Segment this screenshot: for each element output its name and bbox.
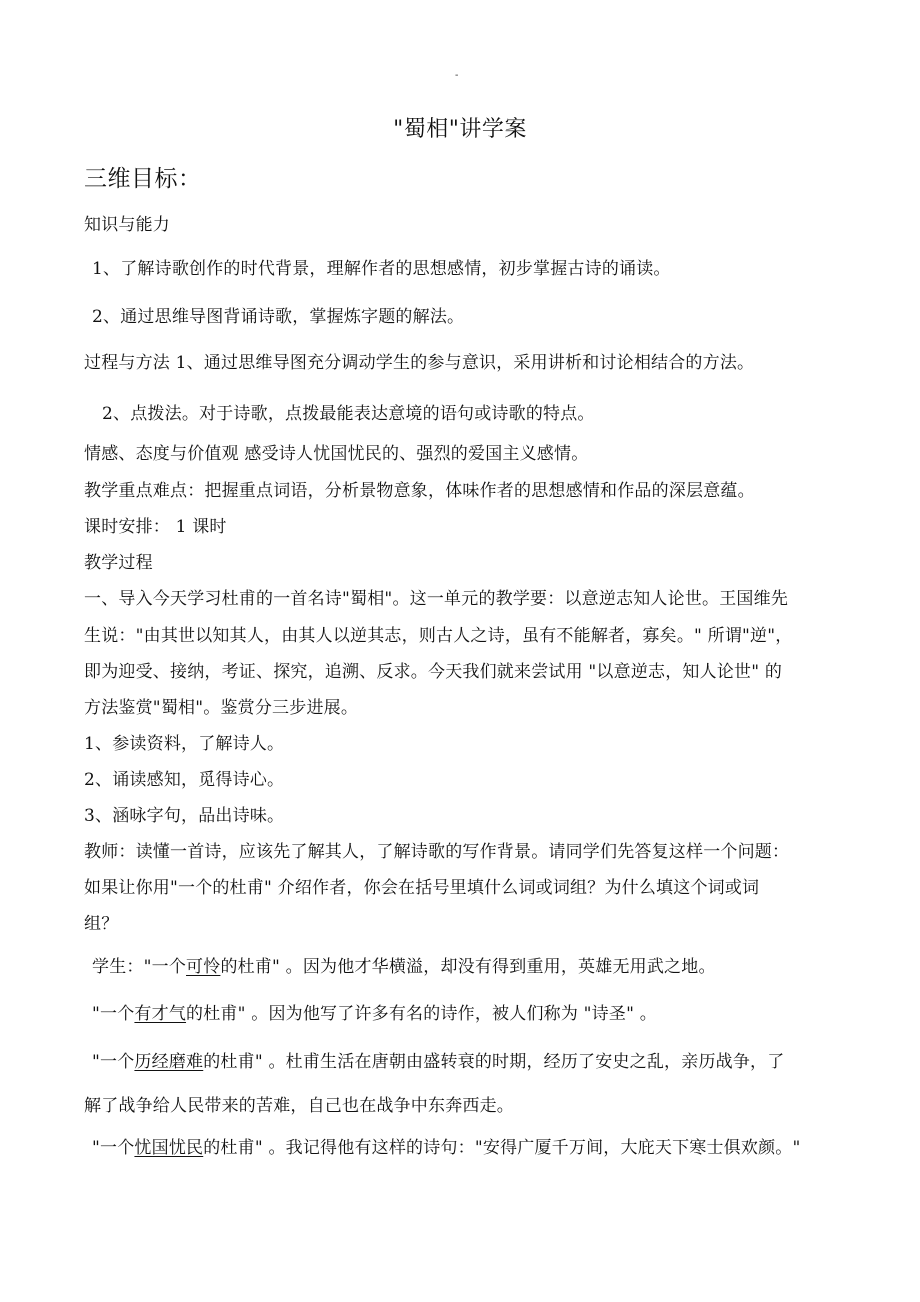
- process-method-line-2: 2、点拨法。对于诗歌，点拨最能表达意境的语句或诗歌的特点。: [102, 404, 595, 424]
- answer-text: "一个: [92, 1138, 135, 1158]
- student-answer-3-continued: 解了战争给人民带来的苦难，自己也在战争中东奔西走。: [84, 1096, 514, 1116]
- paragraph-line: 组？: [84, 914, 119, 934]
- answer-text: "一个: [92, 1004, 135, 1024]
- answer-text: 的杜甫" 。因为他才华横溢，却没有得到重用，英雄无用武之地。: [220, 957, 716, 977]
- answer-text: "一个: [92, 1052, 135, 1072]
- header-mark: -: [455, 70, 459, 81]
- objective-line-2: 2、通过思维导图背诵诗歌，掌握炼字题的解法。: [92, 307, 465, 327]
- paragraph-line: 一、导入今天学习杜甫的一首名诗"蜀相"。这一单元的教学要：以意逆志知人论世。王国维先: [84, 589, 789, 609]
- step-item: 2、诵读感知，觅得诗心。: [84, 770, 285, 790]
- step-item: 3、涵咏字句，品出诗味。: [84, 806, 285, 826]
- subheading-knowledge: 知识与能力: [84, 215, 170, 235]
- underlined-keyword: 历经磨难: [134, 1052, 204, 1072]
- student-answer-1: [92, 957, 716, 977]
- key-points-line: 教学重点难点：把握重点词语，分析景物意象，体味作者的思想感情和作品的深层意蕴。: [84, 481, 755, 501]
- paragraph-line: 教师：读懂一首诗，应该先了解其人，了解诗歌的写作背景。请同学们先答复这样一个问题：: [84, 842, 790, 862]
- student-answer-3: [92, 1052, 784, 1072]
- process-method-line: 过程与方法 1、通过思维导图充分调动学生的参与意识，采用讲析和讨论相结合的方法。: [84, 353, 755, 373]
- underlined-keyword: 有才气: [134, 1004, 187, 1024]
- underlined-keyword: 可怜: [186, 957, 221, 977]
- paragraph-line: 生说："由其世以知其人，由其人以逆其志，则古人之诗，虽有不能解者，寡矣。" 所谓"逆"，: [84, 626, 793, 646]
- page-title: "蜀相"讲学案: [393, 117, 527, 142]
- schedule-line: 课时安排： 1 课时: [84, 517, 227, 537]
- student-answer-4: [92, 1138, 801, 1158]
- step-item: 1、参读资料，了解诗人。: [84, 734, 285, 754]
- answer-text: 学生："一个: [92, 957, 187, 977]
- student-answer-2: [92, 1004, 657, 1024]
- emotion-values-line: 情感、态度与价值观 感受诗人忧国忧民的、强烈的爱国主义感情。: [84, 444, 589, 464]
- answer-text: 的杜甫" 。杜甫生活在唐朝由盛转衰的时期，经历了安史之乱，亲历战争，了: [203, 1052, 785, 1072]
- underlined-keyword: 忧国忧民: [134, 1138, 204, 1158]
- answer-text: 的杜甫" 。因为他写了许多有名的诗作，被人们称为 "诗圣" 。: [186, 1004, 657, 1024]
- teaching-process-heading: 教学过程: [84, 553, 153, 573]
- section-heading: 三维目标：: [84, 166, 202, 192]
- answer-text: 的杜甫" 。我记得他有这样的诗句："安得广厦千万间，大庇天下寒士俱欢颜。": [203, 1138, 801, 1158]
- paragraph-line: 即为迎受、接纳，考证、探究，追溯、反求。今天我们就来尝试用 "以意逆志，知人论世" 的: [84, 662, 783, 682]
- paragraph-line: 方法鉴赏"蜀相"。鉴赏分三步进展。: [84, 698, 359, 718]
- objective-line-1: 1、了解诗歌创作的时代背景，理解作者的思想感情，初步掌握古诗的诵读。: [92, 259, 671, 279]
- paragraph-line: 如果让你用"一个的杜甫" 介绍作者，你会在括号里填什么词或词组？为什么填这个词或词: [84, 878, 760, 898]
